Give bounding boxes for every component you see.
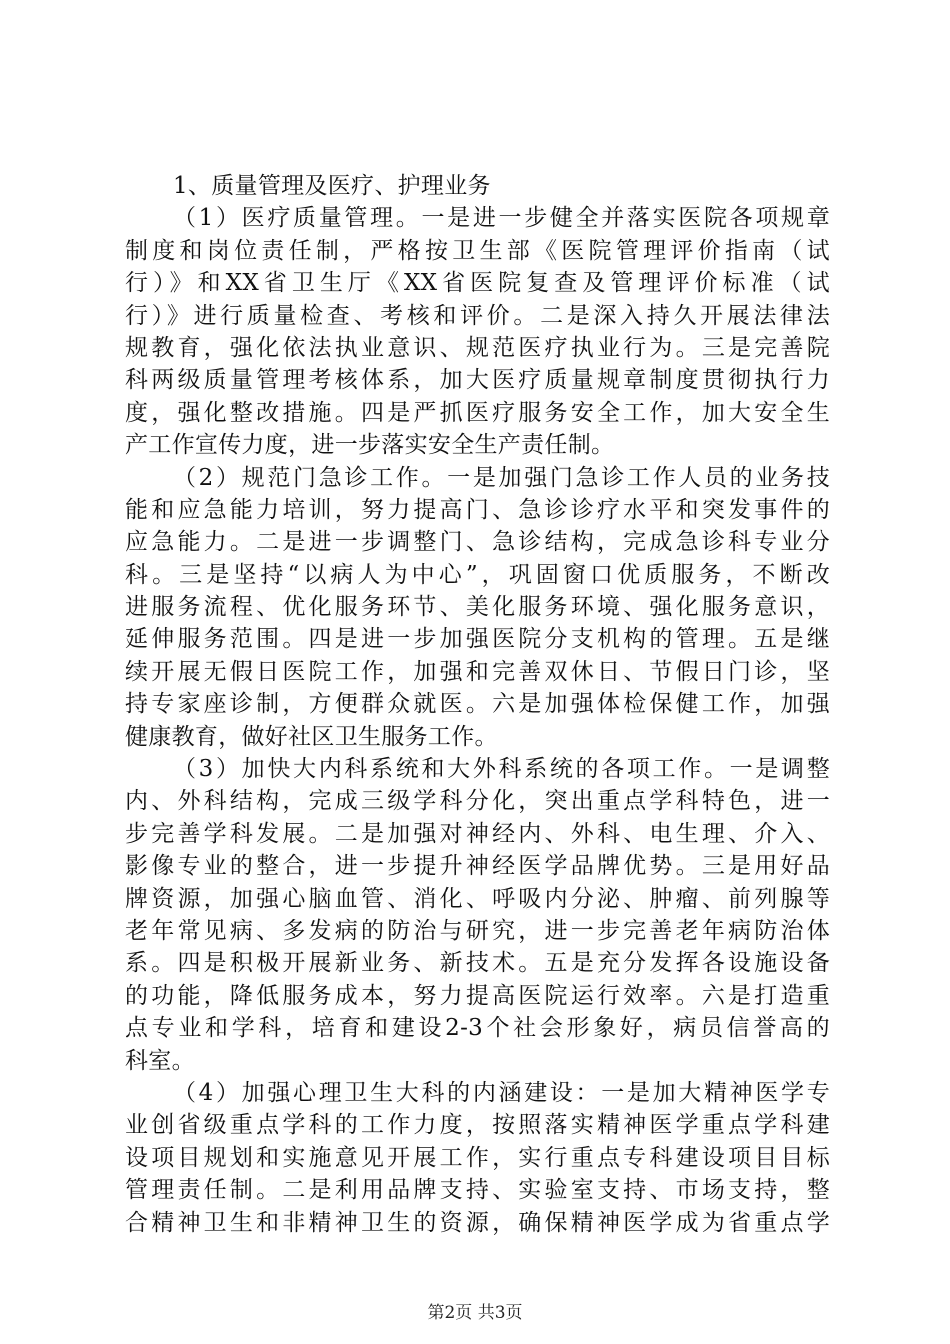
paragraph-line: 内、外科结构，完成三级学科分化，突出重点学科特色，进一 [125, 788, 830, 815]
paragraph-line: （1）医疗质量管理。一是进一步健全并落实医院各项规章 [173, 205, 830, 232]
paragraph-line: （4）加强心理卫生大科的内涵建设：一是加大精神医学专 [173, 1079, 830, 1106]
paragraph-outpatient-emergency [125, 462, 830, 754]
paragraph-line: 延伸服务范围。四是进一步加强医院分支机构的管理。五是继 [125, 626, 830, 653]
page-footer: 第2页 共3页 [427, 1303, 523, 1323]
paragraph-internal-surgery [125, 753, 830, 1077]
paragraph-line: 行）》和XX省卫生厅《XX省医院复查及管理评价标准（试 [125, 270, 830, 297]
paragraph-line: 规教育，强化依法执业意识、规范医疗执业行为。三是完善院 [125, 334, 830, 361]
paragraph-line: （2）规范门急诊工作。一是加强门急诊工作人员的业务技 [173, 464, 830, 491]
paragraph-line: 管理责任制。二是利用品牌支持、实验室支持、市场支持，整 [125, 1177, 830, 1204]
paragraph-line: 持专家座诊制，方便群众就医。六是加强体检保健工作，加强 [125, 691, 830, 718]
paragraph-line: 老年常见病、多发病的防治与研究，进一步完善老年病防治体 [125, 918, 830, 944]
section-heading: 1、质量管理及医疗、护理业务 [173, 173, 491, 199]
paragraph-line: 产工作宣传力度，进一步落实安全生产责任制。 [125, 432, 615, 459]
paragraph-line: 制度和岗位责任制，严格按卫生部《医院管理评价指南（试 [125, 237, 830, 264]
paragraph-line: 应急能力。二是进一步调整门、急诊结构，完成急诊科专业分 [125, 529, 830, 556]
paragraph-line: 行）》进行质量检查、考核和评价。二是深入持久开展法律法 [125, 302, 830, 329]
document-body [125, 170, 830, 1239]
paragraph-medical-quality [125, 202, 830, 461]
paragraph-line: 度，强化整改措施。四是严抓医疗服务安全工作，加大安全生 [125, 399, 830, 426]
paragraph-line: 续开展无假日医院工作，加强和完善双休日、节假日门诊，坚 [125, 658, 830, 685]
paragraph-line: 业创省级重点学科的工作力度，按照落实精神医学重点学科建 [125, 1112, 830, 1139]
paragraph-line: 设项目规划和实施意见开展工作，实行重点专科建设项目目标 [125, 1144, 830, 1171]
paragraph-line: 合精神卫生和非精神卫生的资源，确保精神医学成为省重点学 [125, 1209, 830, 1236]
paragraph-line: 健康教育，做好社区卫生服务工作。 [125, 723, 498, 750]
paragraph-mental-health [125, 1077, 830, 1239]
paragraph-line: 点专业和学科，培育和建设2-3个社会形象好，病员信誉高的 [125, 1015, 830, 1042]
paragraph-line: 进服务流程、优化服务环节、美化服务环境、强化服务意识， [125, 594, 830, 621]
paragraph-line: 的功能，降低服务成本，努力提高医院运行效率。六是打造重 [125, 982, 830, 1009]
paragraph-line: 科室。 [125, 1047, 195, 1074]
paragraph-line: 系。四是积极开展新业务、新技术。五是充分发挥各设施设备 [125, 950, 830, 977]
paragraph-line: 能和应急能力培训，努力提高门、急诊诊疗水平和突发事件的 [125, 496, 830, 523]
paragraph-line: （3）加快大内科系统和大外科系统的各项工作。一是调整 [173, 756, 830, 783]
paragraph-line: 科两级质量管理考核体系，加大医疗质量规章制度贯彻执行力 [125, 367, 830, 394]
paragraph-line: 牌资源，加强心脑血管、消化、呼吸内分泌、肿瘤、前列腺等 [125, 885, 830, 912]
paragraph-line: 科。三是坚持“以病人为中心”，巩固窗口优质服务，不断改 [125, 561, 830, 588]
paragraph-line: 步完善学科发展。二是加强对神经内、外科、电生理、介入、 [125, 820, 830, 847]
paragraph-line: 影像专业的整合，进一步提升神经医学品牌优势。三是用好品 [125, 853, 830, 880]
